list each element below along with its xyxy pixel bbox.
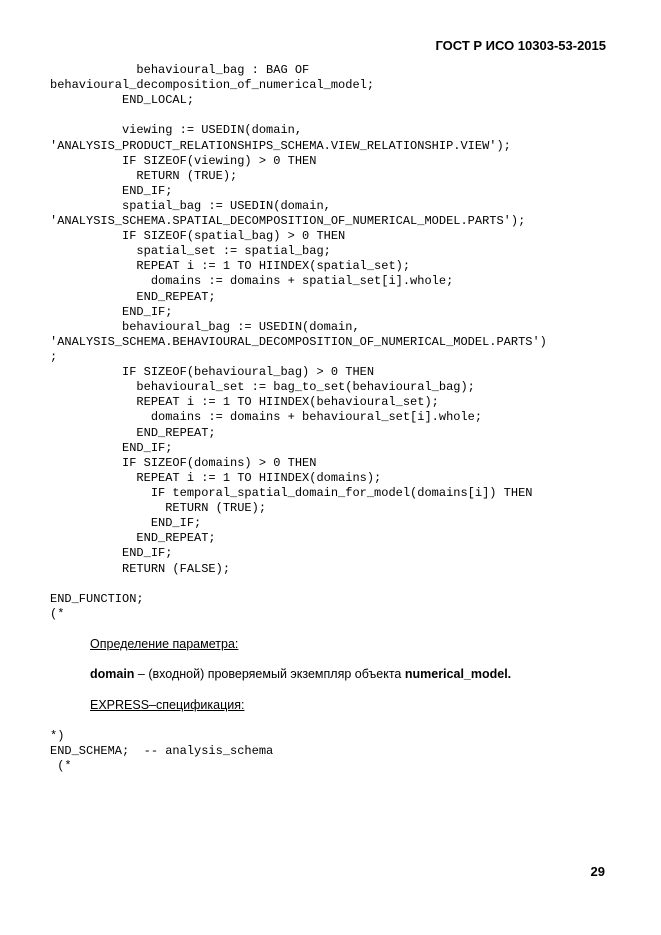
- code-line: behavioural_set := bag_to_set(behavioural_bag);: [50, 380, 475, 394]
- code-line: END_SCHEMA; -- analysis_schema: [50, 744, 274, 758]
- code-line: viewing := USEDIN(domain,: [50, 123, 303, 137]
- code-line: RETURN (TRUE);: [50, 169, 238, 183]
- code-line: END_IF;: [50, 516, 202, 530]
- code-line: IF SIZEOF(domains) > 0 THEN: [50, 456, 317, 470]
- code-line: IF SIZEOF(behavioural_bag) > 0 THEN: [50, 365, 375, 379]
- code-line: ;: [50, 350, 58, 364]
- code-line: REPEAT i := 1 TO HIINDEX(spatial_set);: [50, 259, 411, 273]
- parameter-description-text: – (входной) проверяемый экземпляр объекта: [134, 667, 405, 681]
- express-specification-heading: EXPRESS–спецификация:: [90, 698, 245, 712]
- code-line: behavioural_bag := USEDIN(domain,: [50, 320, 360, 334]
- code-line: IF temporal_spatial_domain_for_model(domains[i]) THEN: [50, 486, 533, 500]
- code-line: END_LOCAL;: [50, 93, 195, 107]
- code-line: END_REPEAT;: [50, 531, 216, 545]
- code-line: domains := domains + behavioural_set[i].whole;: [50, 410, 483, 424]
- code-line: REPEAT i := 1 TO HIINDEX(behavioural_set);: [50, 395, 439, 409]
- code-line: 'ANALYSIS_SCHEMA.SPATIAL_DECOMPOSITION_OF_NUMERICAL_MODEL.PARTS');: [50, 214, 526, 228]
- code-line: END_IF;: [50, 184, 173, 198]
- code-line: RETURN (FALSE);: [50, 562, 231, 576]
- code-line: END_FUNCTION;: [50, 592, 144, 606]
- code-line: behavioural_decomposition_of_numerical_model;: [50, 78, 375, 92]
- standard-header: ГОСТ Р ИСО 10303-53-2015: [435, 38, 606, 53]
- code-line: RETURN (TRUE);: [50, 501, 267, 515]
- code-line: domains := domains + spatial_set[i].whole;: [50, 274, 454, 288]
- code-line: END_REPEAT;: [50, 426, 216, 440]
- code-line: (*: [50, 759, 72, 773]
- code-line: REPEAT i := 1 TO HIINDEX(domains);: [50, 471, 382, 485]
- code-line: *): [50, 729, 65, 743]
- parameter-definition-heading: Определение параметра:: [90, 637, 239, 651]
- parameter-type: numerical_model.: [404, 667, 512, 681]
- code-line: 'ANALYSIS_PRODUCT_RELATIONSHIPS_SCHEMA.VIEW_RELATIONSHIP.VIEW');: [50, 139, 511, 153]
- parameter-name: domain: [90, 667, 135, 681]
- code-line: END_IF;: [50, 546, 173, 560]
- code-line: spatial_bag := USEDIN(domain,: [50, 199, 331, 213]
- parameter-description: [90, 667, 511, 681]
- code-line: 'ANALYSIS_SCHEMA.BEHAVIOURAL_DECOMPOSITION_OF_NUMERICAL_MODEL.PARTS'): [50, 335, 547, 349]
- code-line: IF SIZEOF(viewing) > 0 THEN: [50, 154, 317, 168]
- code-line: IF SIZEOF(spatial_bag) > 0 THEN: [50, 229, 346, 243]
- code-line: behavioural_bag : BAG OF: [50, 63, 310, 77]
- page-number: 29: [590, 864, 605, 879]
- code-line: END_IF;: [50, 305, 173, 319]
- code-line: END_IF;: [50, 441, 173, 455]
- code-line: END_REPEAT;: [50, 290, 216, 304]
- code-line: spatial_set := spatial_bag;: [50, 244, 331, 258]
- code-line: (*: [50, 607, 65, 621]
